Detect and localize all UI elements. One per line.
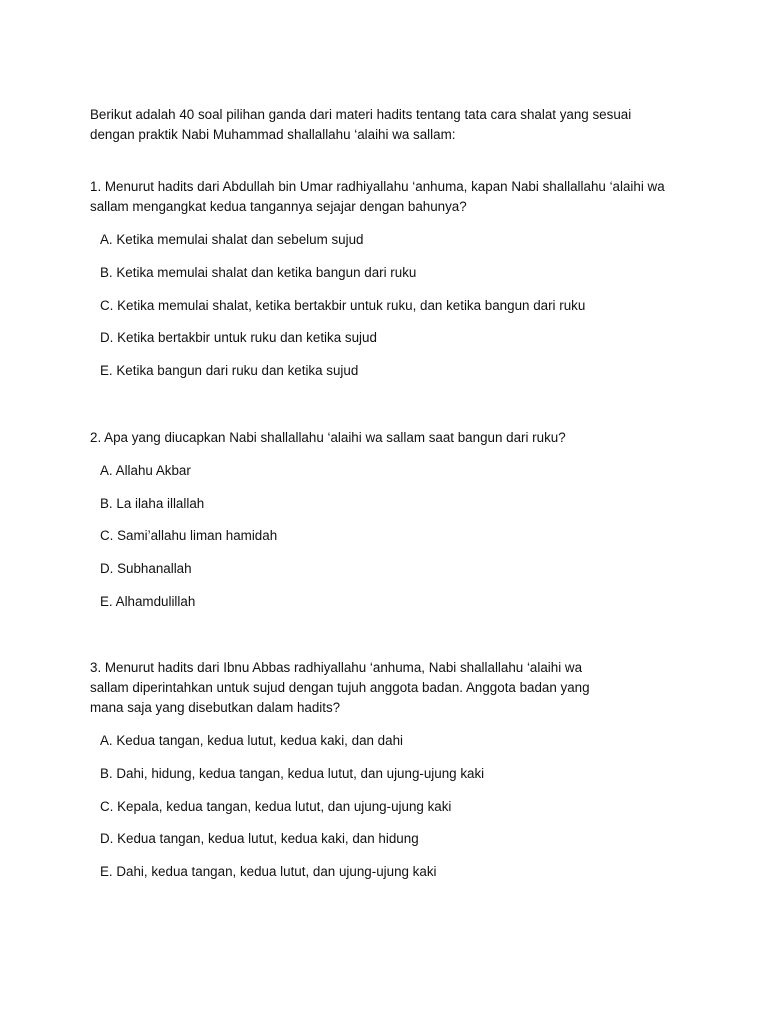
question-1-option-e: E. Ketika bangun dari ruku dan ketika sujud xyxy=(100,363,359,378)
question-2-option-b: B. La ilaha illallah xyxy=(100,496,205,511)
question-3 xyxy=(90,658,700,879)
question-2-text: 2. Apa yang diucapkan Nabi shallallahu ‘alaihi wa sallam saat bangun dari ruku? xyxy=(90,430,566,445)
question-2 xyxy=(90,428,700,609)
question-1-option-a: A. Ketika memulai shalat dan sebelum sujud xyxy=(100,232,364,247)
question-3-text: 3. Menurut hadits dari Ibnu Abbas radhiyallahu ‘anhuma, Nabi shallallahu ‘alaihi wa sallam diperintahkan untuk sujud dengan tujuh anggota badan. Anggota badan yang mana saja yang disebutkan dalam hadits? xyxy=(90,660,590,715)
question-2-option-e: E. Alhamdulillah xyxy=(100,594,196,609)
question-2-option-c: C. Sami’allahu liman hamidah xyxy=(100,528,278,543)
question-1-option-b: B. Ketika memulai shalat dan ketika bangun dari ruku xyxy=(100,265,417,280)
question-3-option-d: D. Kedua tangan, kedua lutut, kedua kaki, dan hidung xyxy=(100,831,419,846)
question-3-option-a: A. Kedua tangan, kedua lutut, kedua kaki, dan dahi xyxy=(100,733,404,748)
question-3-option-c: C. Kepala, kedua tangan, kedua lutut, dan ujung-ujung kaki xyxy=(100,799,452,814)
question-1 xyxy=(90,177,700,378)
question-3-option-b: B. Dahi, hidung, kedua tangan, kedua lutut, dan ujung-ujung kaki xyxy=(100,766,485,781)
intro-paragraph: Berikut adalah 40 soal pilihan ganda dari materi hadits tentang tata cara shalat yang sesuai dengan praktik Nabi Muhammad shallallahu ‘alaihi wa sallam: xyxy=(90,107,632,143)
question-1-option-d: D. Ketika bertakbir untuk ruku dan ketika sujud xyxy=(100,330,377,345)
question-1-option-c: C. Ketika memulai shalat, ketika bertakbir untuk ruku, dan ketika bangun dari ruku xyxy=(100,298,586,313)
question-2-option-d: D. Subhanallah xyxy=(100,561,192,576)
question-3-option-e: E. Dahi, kedua tangan, kedua lutut, dan ujung-ujung kaki xyxy=(100,864,437,879)
question-1-text: 1. Menurut hadits dari Abdullah bin Umar radhiyallahu ‘anhuma, kapan Nabi shallallahu ‘alaihi wa sallam mengangkat kedua tangannya sejajar dengan bahunya? xyxy=(90,179,665,214)
question-2-option-a: A. Allahu Akbar xyxy=(100,463,191,478)
